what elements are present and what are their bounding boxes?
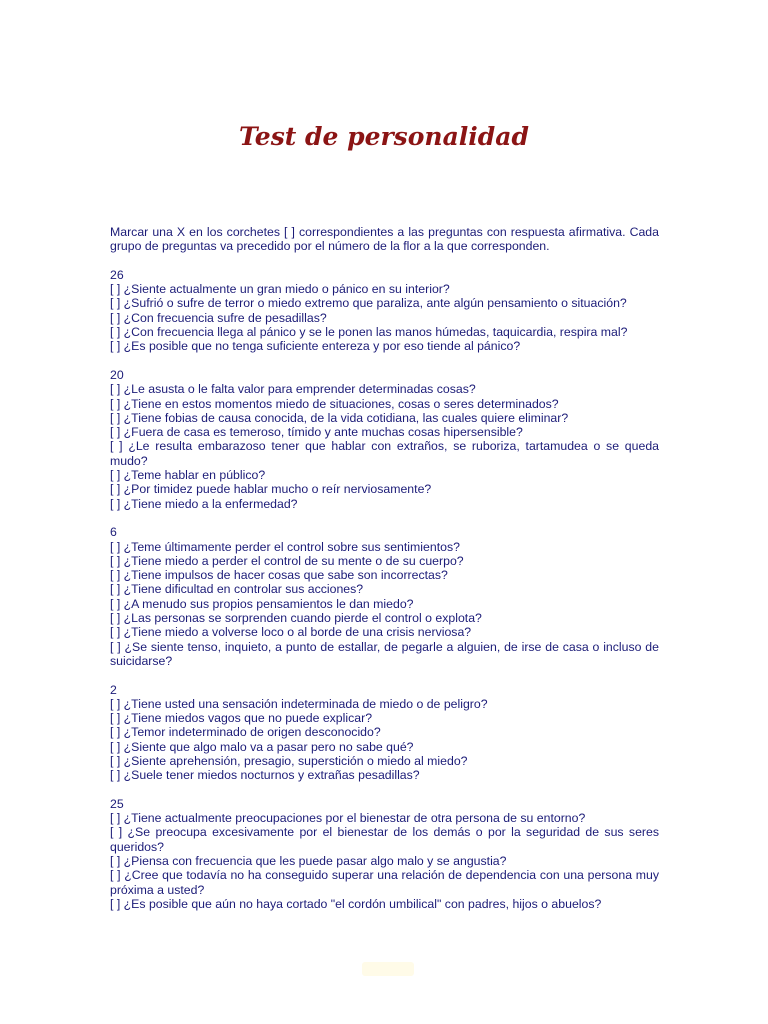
question-group-26	[110, 268, 659, 354]
intro-text: Marcar una X en los corchetes [ ] correspondientes a las preguntas con respuesta afirmativa. Cada grupo de preguntas va precedido por el número de la flor a la que corresponden.	[110, 225, 659, 254]
faint-footer-watermark	[362, 962, 414, 976]
question-item: [ ] ¿Con frecuencia sufre de pesadillas?	[110, 310, 327, 325]
question-item: [ ] ¿Teme hablar en público?	[110, 468, 266, 483]
question-item: [ ] ¿Tiene miedo a la enfermedad?	[110, 496, 298, 511]
question-item: [ ] ¿Tiene impulsos de hacer cosas que sabe son incorrectas?	[110, 568, 448, 583]
question-item: [ ] ¿Teme últimamente perder el control sobre sus sentimientos?	[110, 539, 460, 554]
question-item: [ ] ¿Siente actualmente un gran miedo o pánico en su interior?	[110, 282, 450, 297]
question-item: [ ] ¿Temor indeterminado de origen desconocido?	[110, 725, 381, 740]
question-item: [ ] ¿Sufrió o sufre de terror o miedo extremo que paraliza, ante algún pensamiento o situación?	[110, 296, 627, 311]
flower-number: 26	[110, 267, 124, 282]
flower-number: 2	[110, 682, 117, 697]
question-item: [ ] ¿Tiene miedos vagos que no puede explicar?	[110, 711, 373, 726]
question-item: [ ] ¿A menudo sus propios pensamientos le dan miedo?	[110, 596, 414, 611]
question-item: [ ] ¿Tiene usted una sensación indeterminada de miedo o de peligro?	[110, 696, 488, 711]
question-item: [ ] ¿Es posible que aún no haya cortado "el cordón umbilical" con padres, hijos o abuelos?	[110, 896, 602, 911]
question-item: [ ] ¿Tiene fobias de causa conocida, de la vida cotidiana, las cuales quiere eliminar?	[110, 410, 569, 425]
question-item: [ ] ¿Con frecuencia llega al pánico y se le ponen las manos húmedas, taquicardia, respira mal?	[110, 325, 628, 340]
intro-paragraph	[110, 225, 659, 254]
question-item: [ ] ¿Por timidez puede hablar mucho o reír nerviosamente?	[110, 482, 432, 497]
question-item: [ ] ¿Tiene miedo a volverse loco o al borde de una crisis nerviosa?	[110, 625, 472, 640]
question-item: [ ] ¿Se siente tenso, inquieto, a punto de estallar, de pegarle a alguien, de irse de casa o incluso de suicidarse?	[110, 639, 659, 668]
page-title: Test de personalidad	[239, 122, 529, 151]
question-item: [ ] ¿Se preocupa excesivamente por el bienestar de los demás o por la seguridad de sus seres queridos?	[110, 825, 659, 854]
question-item: [ ] ¿Cree que todavía no ha conseguido superar una relación de dependencia con una persona muy próxima a usted?	[110, 868, 659, 897]
question-item: [ ] ¿Siente aprehensión, presagio, superstición o miedo al miedo?	[110, 753, 468, 768]
question-item: [ ] ¿Es posible que no tenga suficiente entereza y por eso tiende al pánico?	[110, 339, 521, 354]
question-item: [ ] ¿Le resulta embarazoso tener que hablar con extraños, se ruboriza, tartamudea o se queda mudo?	[110, 439, 659, 468]
question-group-2	[110, 683, 659, 783]
question-group-25	[110, 797, 659, 911]
question-item: [ ] ¿Le asusta o le falta valor para emprender determinadas cosas?	[110, 382, 476, 397]
question-item: [ ] ¿Las personas se sorprenden cuando pierde el control o explota?	[110, 611, 482, 626]
question-item: [ ] ¿Tiene en estos momentos miedo de situaciones, cosas o seres determinados?	[110, 396, 559, 411]
flower-number: 20	[110, 367, 124, 382]
question-item: [ ] ¿Tiene miedo a perder el control de su mente o de su cuerpo?	[110, 553, 464, 568]
question-group-6	[110, 525, 659, 668]
document-body	[110, 225, 659, 911]
question-item: [ ] ¿Tiene dificultad en controlar sus acciones?	[110, 582, 364, 597]
flower-number: 6	[110, 525, 117, 540]
question-item: [ ] ¿Fuera de casa es temeroso, tímido y ante muchas cosas hipersensible?	[110, 425, 523, 440]
flower-number: 25	[110, 796, 124, 811]
question-group-20	[110, 368, 659, 511]
question-item: [ ] ¿Tiene actualmente preocupaciones por el bienestar de otra persona de su entorno?	[110, 811, 586, 826]
question-item: [ ] ¿Piensa con frecuencia que les puede pasar algo malo y se angustia?	[110, 854, 507, 869]
question-item: [ ] ¿Siente que algo malo va a pasar pero no sabe qué?	[110, 739, 414, 754]
question-item: [ ] ¿Suele tener miedos nocturnos y extrañas pesadillas?	[110, 768, 420, 783]
